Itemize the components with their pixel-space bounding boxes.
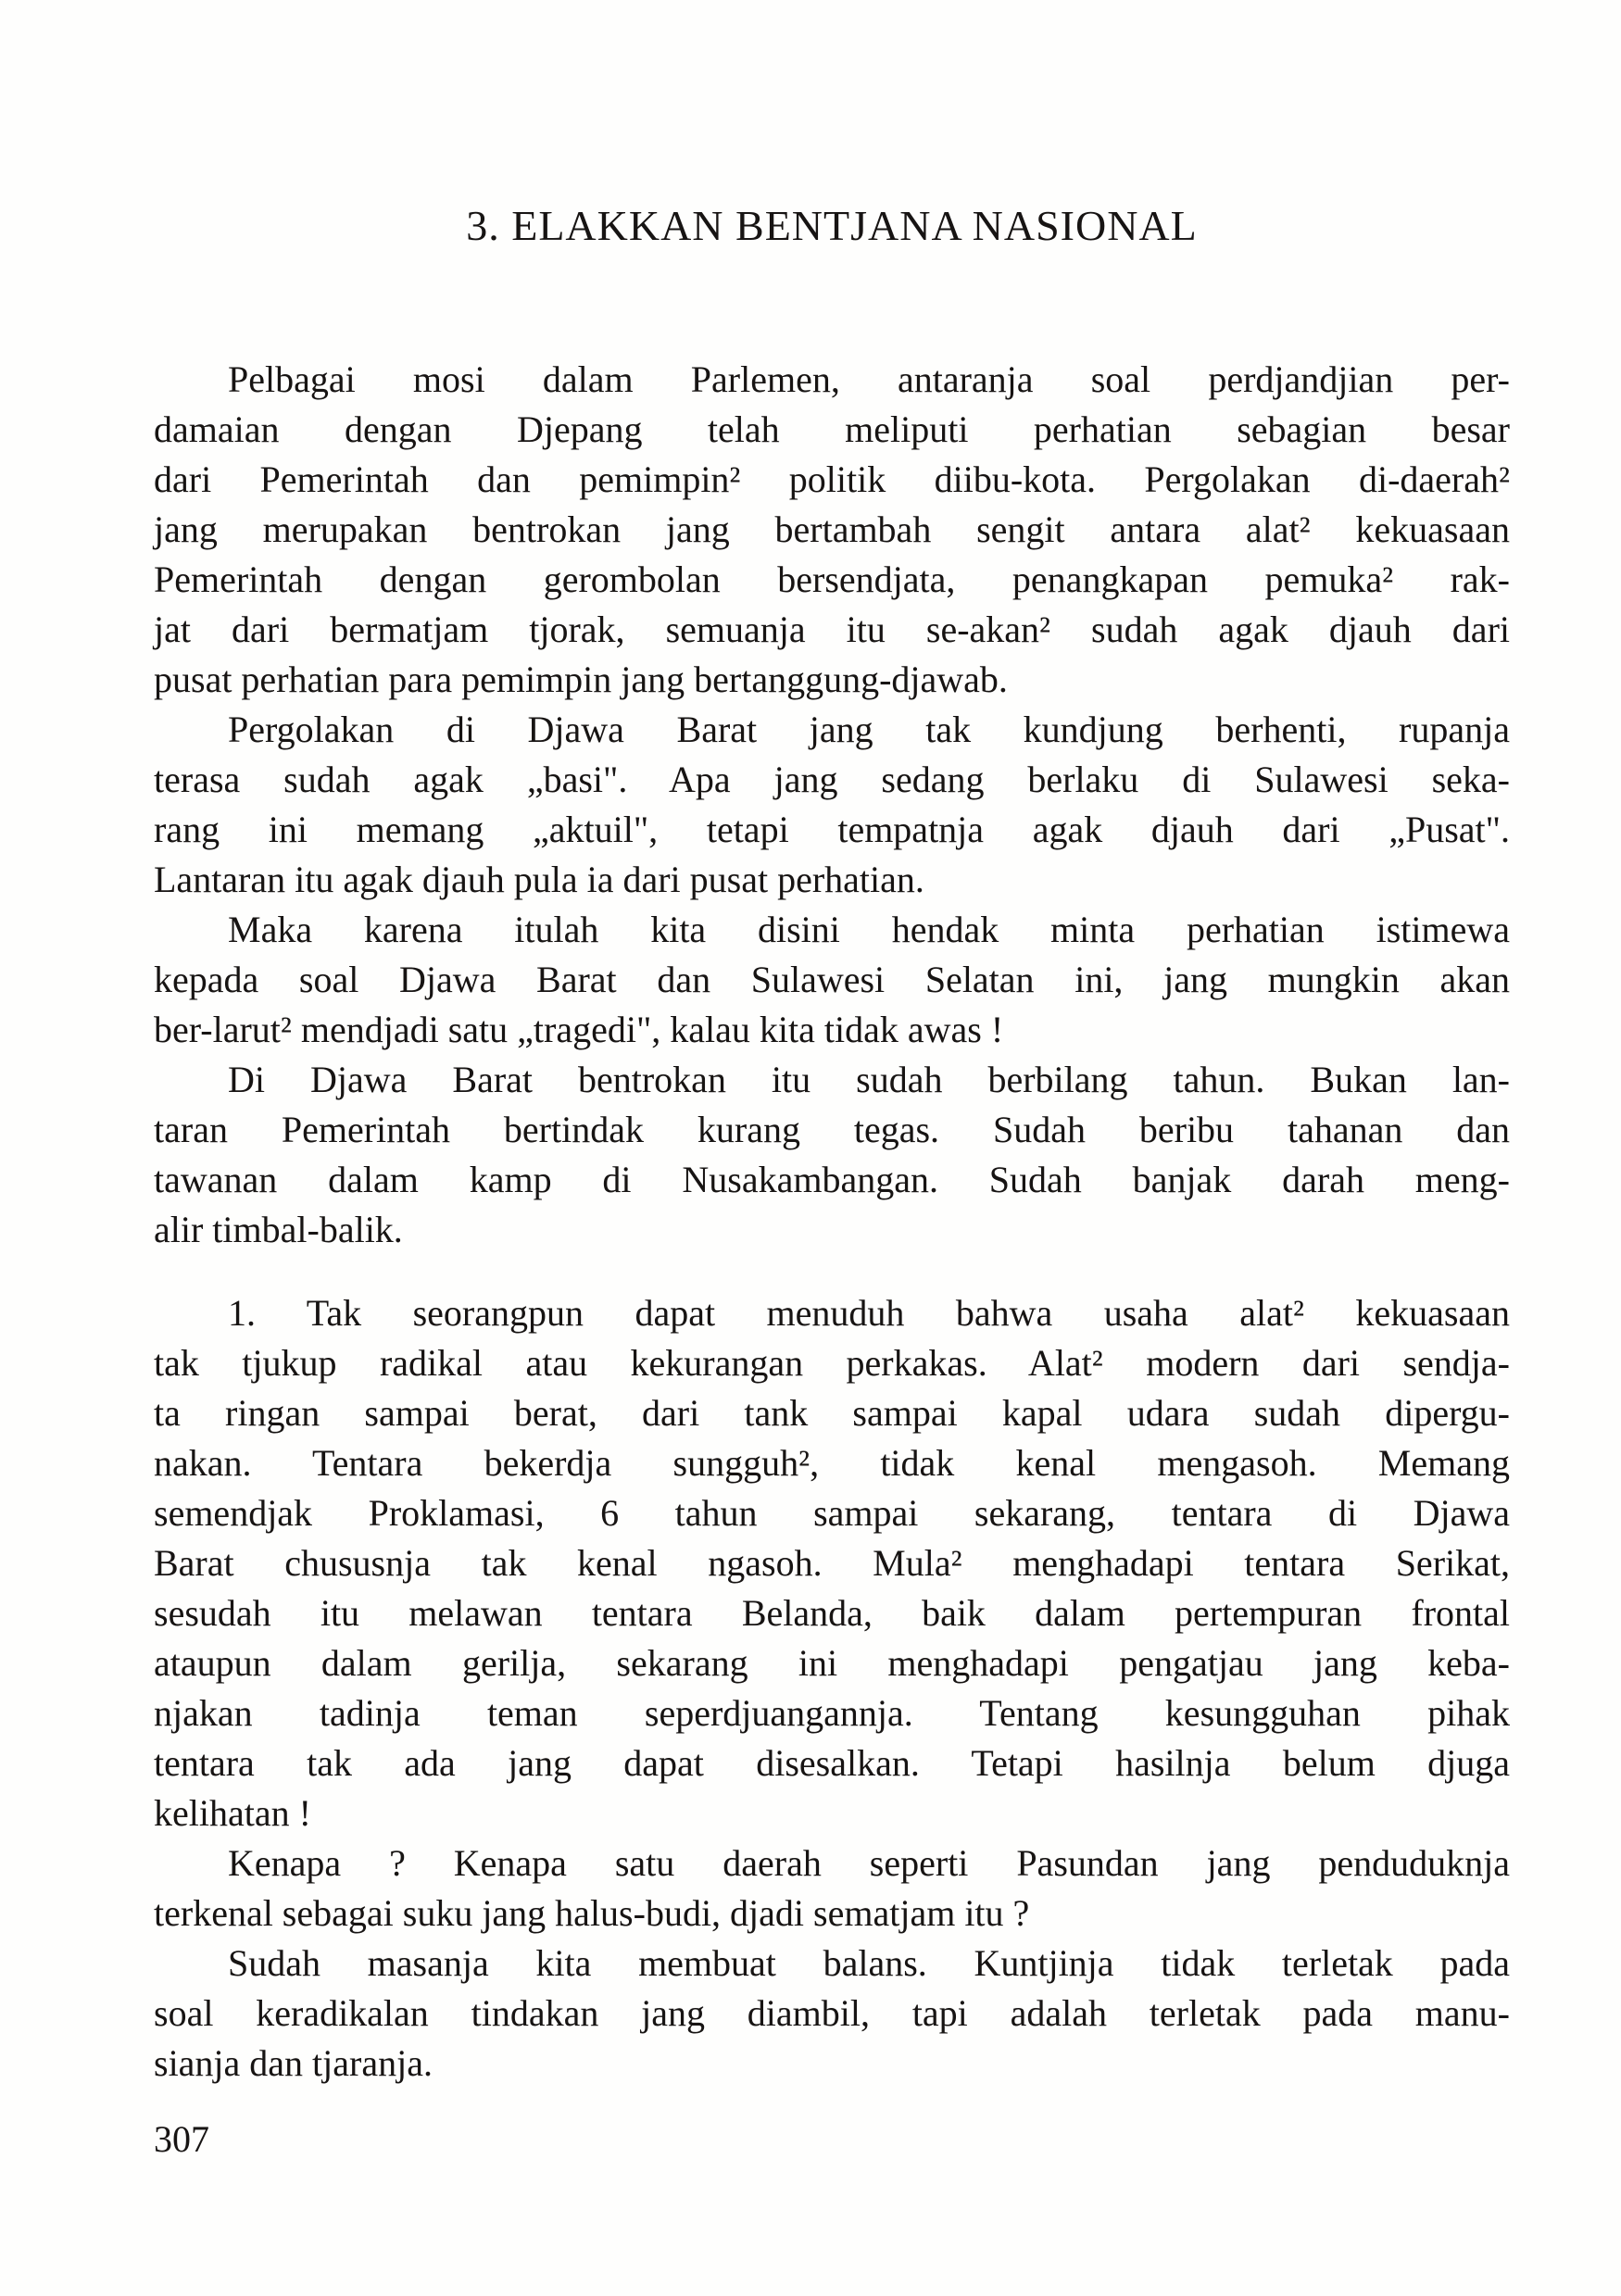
chapter-title: 3. ELAKKAN BENTJANA NASIONAL — [466, 202, 1198, 249]
page-number: 307 — [154, 2118, 209, 2160]
text-line: terkenal sebagai suku jang halus-budi, djadi sematjam itu ? — [154, 1892, 1030, 1934]
text-line: tawanan dalam kamp di Nusakambangan. Sudah banjak darah meng- — [154, 1159, 1510, 1200]
text-line: njakan tadinja teman seperdjuangannja. Tentang kesungguhan pihak — [154, 1692, 1510, 1734]
text-line: ta ringan sampai berat, dari tank sampai kapal udara sudah dipergu- — [154, 1392, 1510, 1434]
text-line: Di Djawa Barat bentrokan itu sudah berbilang tahun. Bukan lan- — [228, 1059, 1510, 1100]
paragraph-3 — [154, 905, 1510, 1055]
text-line: sianja dan tjaranja. — [154, 2042, 433, 2084]
paragraph-5 — [154, 1288, 1510, 1838]
text-column — [154, 202, 1510, 2089]
paragraph-4 — [154, 1055, 1510, 1255]
text-line: kelihatan ! — [154, 1792, 311, 1834]
text-line: Pemerintah dengan gerombolan bersendjata, penangkapan pemuka² rak- — [154, 558, 1510, 600]
body-text — [154, 355, 1510, 2089]
text-line: pusat perhatian para pemimpin jang bertanggung-djawab. — [154, 659, 1008, 700]
text-line: dari Pemerintah dan pemimpin² politik diibu-kota. Pergolakan di-daerah² — [154, 458, 1510, 500]
text-line: taran Pemerintah bertindak kurang tegas. Sudah beribu tahanan dan — [154, 1109, 1510, 1150]
paragraph-7 — [154, 1938, 1510, 2089]
text-line: ber-larut² mendjadi satu „tragedi", kalau kita tidak awas ! — [154, 1009, 1004, 1050]
text-line: terasa sudah agak „basi". Apa jang sedang berlaku di Sulawesi seka- — [154, 759, 1510, 800]
text-line: rang ini memang „aktuil", tetapi tempatnja agak djauh dari „Pusat". — [154, 809, 1510, 850]
text-line: nakan. Tentara bekerdja sungguh², tidak kenal mengasoh. Memang — [154, 1442, 1510, 1484]
text-line: kepada soal Djawa Barat dan Sulawesi Selatan ini, jang mungkin akan — [154, 959, 1510, 1000]
text-line: Lantaran itu agak djauh pula ia dari pusat perhatian. — [154, 859, 924, 900]
text-line: Pergolakan di Djawa Barat jang tak kundjung berhenti, rupanja — [228, 709, 1510, 750]
text-line: tak tjukup radikal atau kekurangan perkakas. Alat² modern dari sendja- — [154, 1342, 1510, 1384]
text-line: semendjak Proklamasi, 6 tahun sampai sekarang, tentara di Djawa — [154, 1492, 1510, 1534]
text-line: Kenapa ? Kenapa satu daerah seperti Pasundan jang penduduknja — [228, 1842, 1510, 1884]
paragraph-2 — [154, 705, 1510, 905]
paragraph-6 — [154, 1838, 1510, 1938]
paragraph-1 — [154, 355, 1510, 705]
text-line: jat dari bermatjam tjorak, semuanja itu se-akan² sudah agak djauh dari — [154, 609, 1510, 650]
text-line: sesudah itu melawan tentara Belanda, baik dalam pertempuran frontal — [154, 1592, 1510, 1634]
text-line: alir timbal-balik. — [154, 1209, 403, 1250]
text-line: ataupun dalam gerilja, sekarang ini menghadapi pengatjau jang keba- — [154, 1642, 1510, 1684]
text-line: Sudah masanja kita membuat balans. Kuntjinja tidak terletak pada — [228, 1942, 1510, 1984]
text-line: damaian dengan Djepang telah meliputi perhatian sebagian besar — [154, 408, 1510, 450]
text-line: 1. Tak seorangpun dapat menuduh bahwa usaha alat² kekuasaan — [228, 1292, 1510, 1334]
text-line: Maka karena itulah kita disini hendak minta perhatian istimewa — [228, 909, 1510, 950]
text-line: soal keradikalan tindakan jang diambil, tapi adalah terletak pada manu- — [154, 1992, 1510, 2034]
text-line: jang merupakan bentrokan jang bertambah sengit antara alat² kekuasaan — [154, 508, 1510, 550]
text-line: Pelbagai mosi dalam Parlemen, antaranja soal perdjandjian per- — [228, 358, 1510, 400]
text-line: tentara tak ada jang dapat disesalkan. Tetapi hasilnja belum djuga — [154, 1742, 1510, 1784]
text-line: Barat chususnja tak kenal ngasoh. Mula² menghadapi tentara Serikat, — [154, 1542, 1510, 1584]
